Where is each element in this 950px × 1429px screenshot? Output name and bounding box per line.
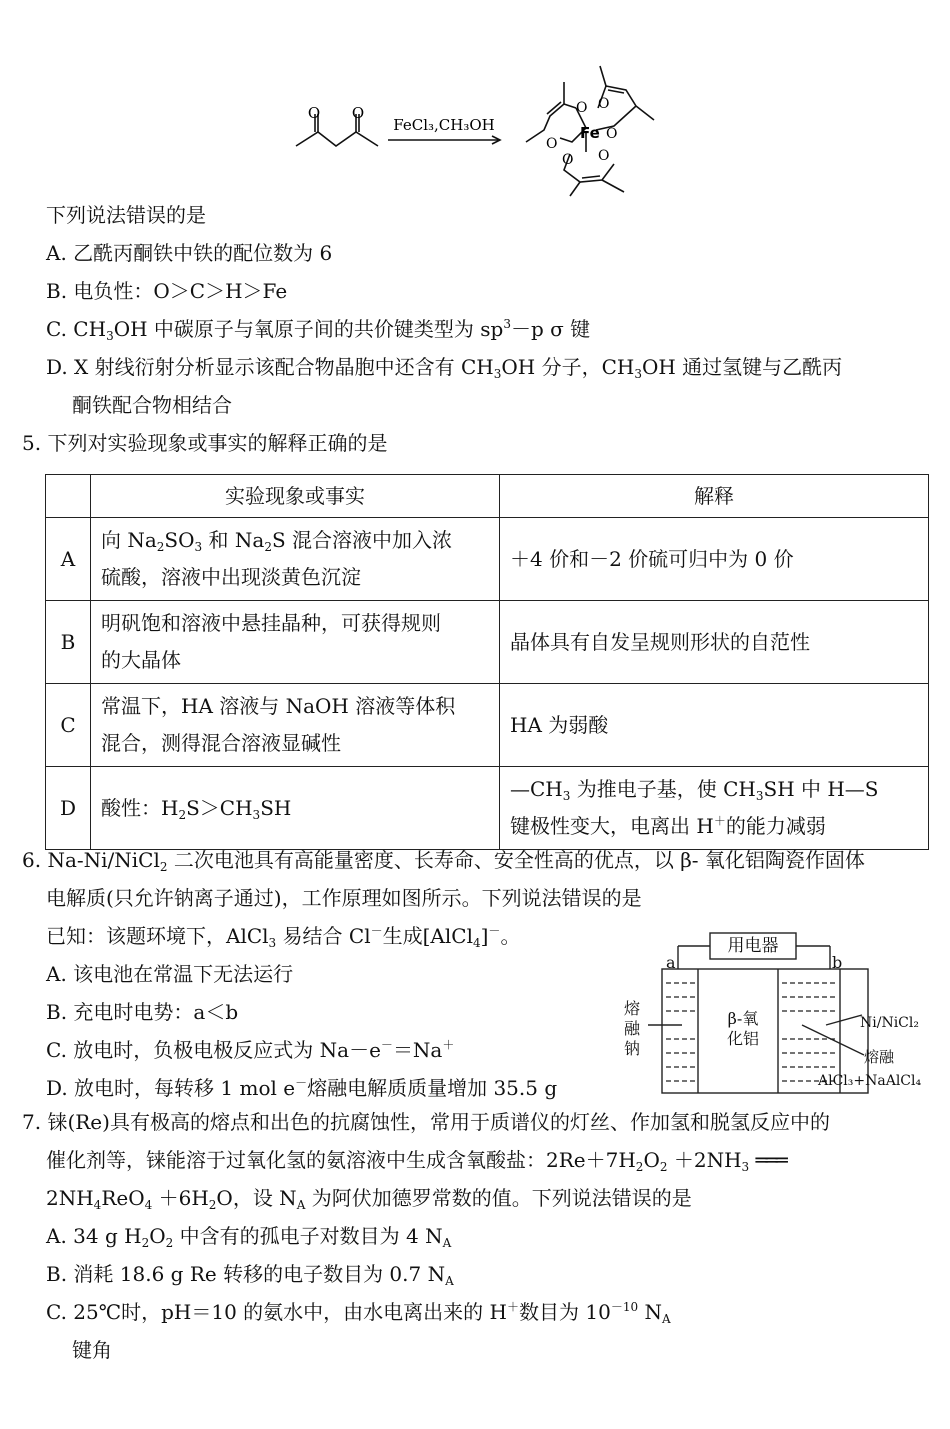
q7-stem-line3: $2NH_4ReO_4 +6H_2O$，设 $N_A$ 为阿伏加德罗常数的值。下列说法错误的是: [46, 1186, 692, 1212]
row-fact: 向 $Na_2SO_3$ 和 $Na_2S$ 混合溶液中加入浓 硫酸，溶液中出现淡黄色沉淀: [91, 518, 500, 601]
table-header-explain: 解释: [500, 475, 929, 518]
terminal-b-label: b: [832, 953, 843, 972]
o-label-4: O: [598, 96, 610, 112]
row-fact: 明矾饱和溶液中悬挂晶种，可获得规则 的大晶体: [91, 601, 500, 684]
right-label-2: 熔融: [864, 1048, 895, 1066]
row-explain: $—CH_3$ 为推电子基，使 $CH_3SH$ 中 H—S 键极性变大，电离出 H＋的能力减弱: [500, 767, 929, 850]
fe-label: Fe: [580, 124, 600, 142]
q6-option-d[interactable]: D. 放电时，每转移 1 mol e－熔融电解质质量增加 35.5 g: [46, 1076, 558, 1100]
q7-stem-line1: 7. 铼(Re)具有极高的熔点和出色的抗腐蚀性，常用于质谱仪的灯丝、作加氢和脱氢反应中的: [22, 1110, 830, 1134]
middle-label-2: 化铝: [726, 1029, 759, 1048]
q6-stem-line1: 6. Na-Ni/NiCl$_2$ 二次电池具有高能量密度、长寿命、安全性高的优点，以 β- 氧化铝陶瓷作固体: [22, 848, 865, 874]
q4-option-c[interactable]: C. $CH_3OH$ 中碳原子与氧原子间的共价键类型为 $sp^3-p$ σ 键: [46, 317, 591, 343]
row-explain: 晶体具有自发呈规则形状的自范性: [500, 601, 929, 684]
row-explain: ＋4 价和－2 价硫可归中为 0 价: [500, 518, 929, 601]
q7-option-c[interactable]: C. 25℃时，pH＝10 的氨水中，由水电离出来的 H＋数目为 $10^{-10}$ $N_A$: [46, 1300, 671, 1326]
row-key: B: [46, 601, 91, 684]
o-label-3: O: [576, 100, 588, 116]
right-label-1: Ni/NiCl₂: [860, 1015, 919, 1031]
q5-table: [45, 474, 929, 850]
o-label-8: O: [598, 148, 610, 164]
table-row: [46, 518, 929, 601]
row-explain: HA 为弱酸: [500, 684, 929, 767]
middle-label-1: β-氧: [727, 1009, 759, 1028]
device-label: 用电器: [727, 936, 779, 956]
q6-option-a[interactable]: A. 该电池在常温下无法运行: [46, 962, 294, 986]
table-header-key: [46, 475, 91, 518]
o-label-2: O: [351, 104, 365, 122]
left-label-1: 熔: [624, 999, 641, 1018]
o-label-1: O: [307, 104, 321, 122]
q4-option-d-cont: 酮铁配合物相结合: [72, 393, 232, 417]
q4-option-a[interactable]: A. 乙酰丙酮铁中铁的配位数为 6: [46, 241, 333, 265]
q6-option-b[interactable]: B. 充电时电势：a＜b: [46, 1000, 239, 1024]
left-label-3: 钠: [624, 1039, 641, 1058]
reagent-label: FeCl₃,CH₃OH: [393, 116, 495, 134]
o-label-7: O: [562, 152, 574, 168]
q6-stem-line2: 电解质(只允许钠离子通过)，工作原理如图所示。下列说法错误的是: [46, 886, 642, 910]
o-label-6: O: [546, 136, 558, 152]
terminal-a-label: a: [666, 953, 676, 972]
reaction-scheme: [280, 52, 680, 202]
q7-stem-line2: 催化剂等，铼能溶于过氧化氢的氨溶液中生成含氧酸盐：$2Re+7H_2O_2 +2NH_3$ ═══: [46, 1148, 786, 1174]
row-key: D: [46, 767, 91, 850]
row-key: A: [46, 518, 91, 601]
table-header-row: [46, 475, 929, 518]
q6-given: 已知：该题环境下，AlCl$_3$ 易结合 Cl－生成[AlCl$_4$]－。: [46, 924, 521, 950]
table-row: [46, 601, 929, 684]
q4-stem: 下列说法错误的是: [46, 203, 206, 227]
row-key: C: [46, 684, 91, 767]
q7-option-b[interactable]: B. 消耗 18.6 g Re 转移的电子数目为 0.7 $N_A$: [46, 1262, 454, 1288]
row-fact: 酸性：$H_2S>CH_3SH$: [91, 767, 500, 850]
right-label-3: AlCl₃+NaAlCl₄: [818, 1073, 922, 1089]
battery-diagram: [610, 925, 940, 1095]
table-header-fact: 实验现象或事实: [91, 475, 500, 518]
q7-option-a[interactable]: A. 34 g $H_2O_2$ 中含有的孤电子对数目为 4 $N_A$: [46, 1224, 452, 1250]
row-fact: 常温下，HA 溶液与 NaOH 溶液等体积 混合，测得混合溶液显碱性: [91, 684, 500, 767]
q7-fragment: 键角: [72, 1338, 112, 1362]
o-label-5: O: [606, 126, 618, 142]
q4-option-d[interactable]: D. X 射线衍射分析显示该配合物晶胞中还含有 $CH_3OH$ 分子，$CH_3OH$ 通过氢键与乙酰丙: [46, 355, 843, 381]
table-row: [46, 767, 929, 850]
left-label-2: 融: [624, 1019, 641, 1038]
acac-skeleton: [296, 132, 378, 146]
table-row: [46, 684, 929, 767]
q6-option-c[interactable]: C. 放电时，负极电极反应式为 Na－e－＝Na＋: [46, 1038, 455, 1062]
q4-option-b[interactable]: B. 电负性：O＞C＞H＞Fe: [46, 279, 288, 303]
q5-stem: 5. 下列对实验现象或事实的解释正确的是: [22, 431, 388, 455]
